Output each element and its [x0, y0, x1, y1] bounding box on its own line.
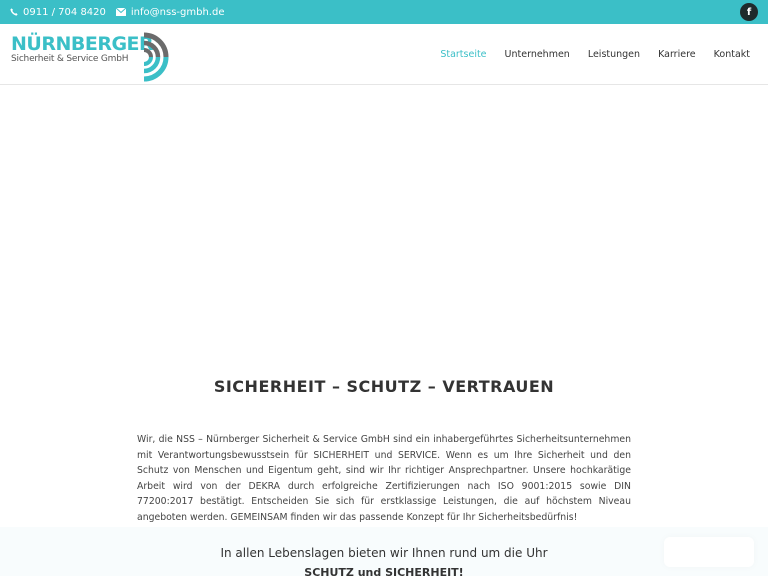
logo-subtitle: Sicherheit & Service GmbH — [11, 54, 129, 64]
phone-contact[interactable] — [10, 7, 106, 18]
envelope-icon — [116, 8, 126, 16]
nav-item-startseite[interactable]: Startseite — [440, 48, 487, 60]
nav-item-leistungen[interactable]: Leistungen — [587, 48, 641, 60]
site-header — [0, 24, 768, 85]
email-address[interactable]: info@nss-gmbh.de — [130, 6, 225, 18]
main-nav — [422, 49, 750, 60]
logo-rings-icon — [118, 31, 170, 83]
nav-item-karriere[interactable]: Karriere — [658, 48, 696, 60]
hero-banner — [0, 85, 768, 347]
facebook-icon[interactable]: f — [740, 3, 758, 21]
nav-item-unternehmen[interactable]: Unternehmen — [504, 48, 570, 60]
intro-paragraph: Wir, die NSS – Nürnberger Sicherheit & Service GmbH sind ein inhabergeführtes Sicherheitsunternehmen mit Verantwortungsbewusstsein für SICHERHEIT und SERVICE. Wenn es um Ihre Sicherheit und den Schutz von Menschen und Eigentum geht, sind wir Ihr richtiger Ansprechpartner. Unsere hochkarätige Arbeit wird von der DEKRA durch erfolgreiche Zertifizierungen nach ISO 9001:2015 sowie DIN 77200:2017 bestätigt. Entscheiden Sie sich für erstklassige Leistungen, die auf höchstem Niveau angeboten werden. GEMEINSAM finden wir das passende Konzept für Ihr Sicherheitsbedürfnis! — [137, 434, 631, 523]
phone-number[interactable]: 0911 / 704 8420 — [23, 6, 106, 18]
slogan-line-2: SCHUTZ und SICHERHEIT! — [304, 566, 464, 579]
email-contact[interactable] — [116, 7, 225, 18]
page-headline: SICHERHEIT – SCHUTZ – VERTRAUEN — [213, 377, 555, 396]
site-logo[interactable] — [10, 28, 170, 80]
floating-widget[interactable] — [664, 537, 754, 567]
slogan-band — [0, 527, 768, 579]
top-bar — [0, 0, 768, 24]
phone-icon — [10, 8, 18, 16]
slogan-line-1: In allen Lebenslagen bieten wir Ihnen rund um die Uhr — [220, 546, 548, 560]
nav-item-kontakt[interactable]: Kontakt — [713, 48, 750, 60]
logo-brand: NÜRNBERGER — [11, 33, 154, 55]
main-content — [137, 377, 631, 526]
